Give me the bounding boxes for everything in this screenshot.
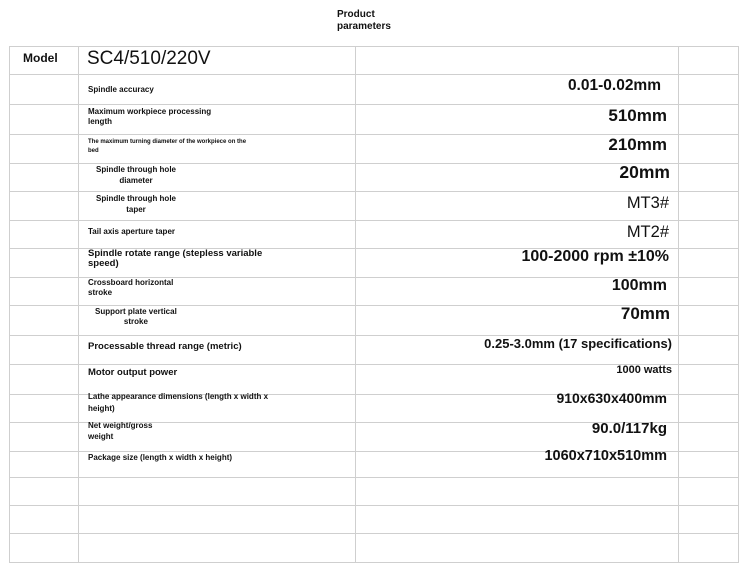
parameter-label — [88, 85, 154, 95]
heading-line-1: Product — [337, 9, 375, 20]
parameter-label-line: Spindle through hole — [96, 165, 176, 174]
parameter-label — [88, 391, 268, 415]
row-divider — [9, 74, 739, 75]
column-divider — [9, 46, 10, 563]
row-divider — [9, 562, 739, 563]
row-divider — [9, 191, 739, 192]
parameter-label — [88, 278, 173, 298]
parameter-label — [88, 107, 211, 127]
parameter-value: 20mm — [619, 162, 670, 182]
parameter-label-line: stroke — [123, 317, 148, 326]
parameter-label-line: Spindle rotate range (stepless variable — [88, 248, 263, 259]
parameter-label — [96, 164, 176, 186]
parameter-label — [88, 453, 232, 463]
heading-line-2: parameters — [337, 21, 391, 32]
column-divider — [78, 46, 79, 563]
parameter-label — [88, 367, 177, 378]
row-divider — [9, 220, 739, 221]
parameter-value: 910x630x400mm — [556, 390, 667, 406]
parameter-label-line: Spindle accuracy — [88, 85, 154, 94]
parameter-label-line: Maximum workpiece processing — [88, 107, 212, 116]
parameter-label — [95, 307, 177, 327]
parameters-table — [9, 46, 739, 563]
parameter-label-line: Lathe appearance dimensions (length x width x — [88, 392, 269, 401]
parameter-value: 90.0/117kg — [591, 420, 667, 437]
parameter-label-line: height) — [88, 404, 115, 413]
parameter-value: 510mm — [608, 106, 667, 125]
parameter-value: 0.01-0.02mm — [567, 77, 661, 94]
parameter-label-line: Spindle through hole — [96, 194, 176, 203]
row-divider — [9, 505, 739, 506]
parameter-label — [88, 420, 152, 442]
parameter-value: MT2# — [626, 223, 669, 241]
parameter-value: 100mm — [611, 277, 667, 294]
parameter-label-line: length — [88, 117, 112, 126]
parameter-label-line: Processable thread range (metric) — [88, 341, 242, 352]
model-value: SC4/510/220V — [87, 48, 211, 69]
row-divider — [9, 477, 739, 478]
parameter-label-line: diameter — [119, 176, 153, 185]
parameter-label — [88, 138, 246, 156]
parameter-value: 100-2000 rpm ±10% — [521, 248, 669, 265]
parameter-label-line: speed) — [88, 258, 119, 269]
parameter-label-line: taper — [126, 205, 146, 214]
parameter-label-line: Crossboard horizontal — [88, 278, 174, 287]
column-divider — [738, 46, 739, 563]
row-divider — [9, 46, 739, 47]
parameter-label-line: The maximum turning diameter of the workpiece on the — [88, 139, 247, 145]
parameter-value: 210mm — [608, 135, 667, 154]
parameter-value: MT3# — [626, 194, 669, 212]
page-heading — [337, 9, 391, 33]
row-divider — [9, 533, 739, 534]
parameter-label — [88, 227, 175, 237]
parameter-label-line: bed — [88, 148, 99, 154]
parameter-value: 1060x710x510mm — [544, 448, 667, 464]
model-label: Model — [23, 51, 58, 65]
parameter-label — [88, 249, 262, 269]
parameter-label-line: Tail axis aperture taper — [88, 227, 175, 236]
parameter-label-line: stroke — [88, 288, 113, 297]
row-divider — [9, 104, 739, 105]
parameter-label — [88, 341, 242, 352]
parameter-value: 0.25-3.0mm (17 specifications) — [484, 336, 672, 351]
column-divider — [678, 46, 679, 563]
parameter-label-line: Net weight/gross — [88, 421, 153, 430]
parameter-label — [96, 193, 176, 215]
parameter-label-line: Package size (length x width x height) — [88, 453, 233, 462]
parameter-label-line: weight — [88, 432, 114, 441]
parameter-value: 70mm — [620, 304, 670, 323]
parameter-label-line: Motor output power — [88, 367, 178, 378]
parameter-label-line: Support plate vertical — [95, 307, 177, 316]
parameter-value: 1000 watts — [616, 364, 672, 376]
column-divider — [355, 46, 356, 563]
